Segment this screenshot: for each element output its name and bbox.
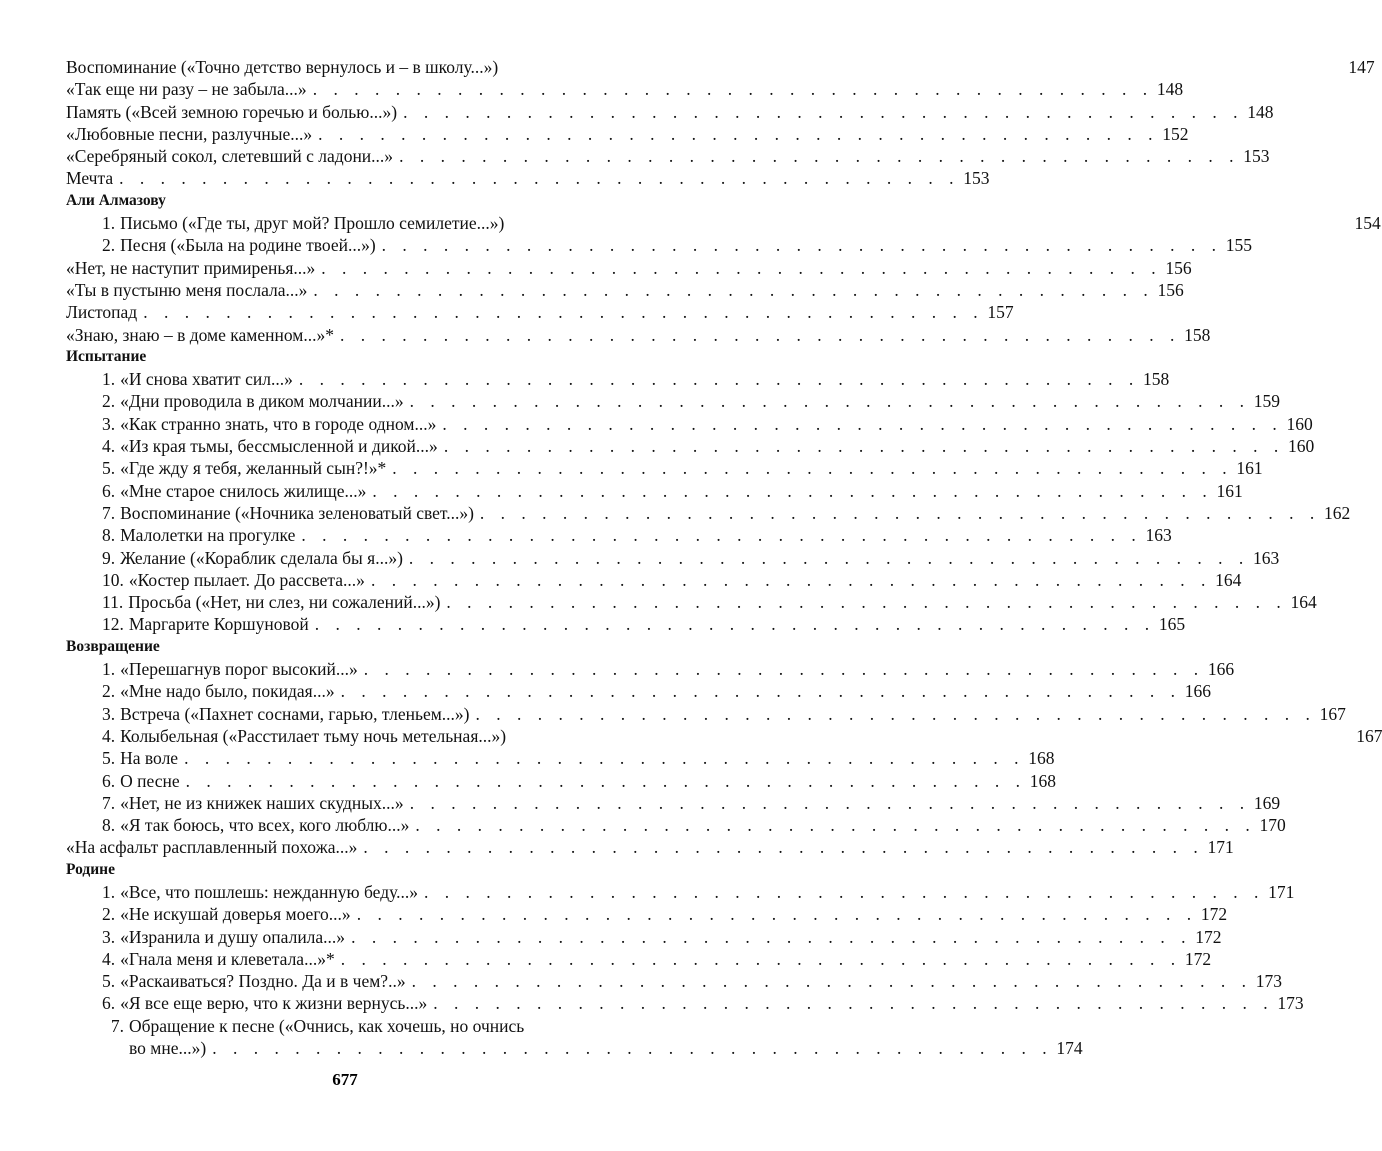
entry-title: «Мне старое снилось жилище...» bbox=[120, 480, 367, 501]
dot-leader bbox=[365, 569, 1211, 591]
entry-page: 164 bbox=[1215, 569, 1242, 590]
dot-leader bbox=[366, 480, 1212, 502]
entry-title: О песне bbox=[120, 770, 180, 791]
entry-page: 161 bbox=[1236, 458, 1263, 479]
toc-entry bbox=[66, 948, 1212, 970]
entry-page: 152 bbox=[1162, 123, 1189, 144]
entry-title: На воле bbox=[120, 748, 179, 769]
dot-leader bbox=[178, 747, 1024, 769]
dot-leader bbox=[386, 457, 1232, 479]
entry-title: «Нет, не из книжек наших скудных...» bbox=[120, 792, 404, 813]
toc-entry bbox=[66, 747, 1055, 769]
entry-title: «Серебряный сокол, слетевший с ладони...» bbox=[66, 146, 394, 167]
entry-page: 156 bbox=[1157, 279, 1184, 300]
toc-entry bbox=[66, 814, 1286, 836]
toc-entry bbox=[66, 145, 1270, 167]
entry-number: 5. bbox=[102, 458, 116, 479]
dot-leader bbox=[376, 234, 1222, 256]
toc-entry bbox=[66, 101, 1274, 123]
page-number: 677 bbox=[332, 1070, 358, 1089]
toc-entry bbox=[66, 881, 1295, 903]
entry-page: 171 bbox=[1268, 881, 1295, 902]
toc-entry bbox=[66, 56, 1375, 78]
dot-leader bbox=[206, 1037, 1052, 1059]
entry-title: «Как странно знать, что в городе одном...» bbox=[120, 413, 437, 434]
entry-title: «Ты в пустыню меня послала...» bbox=[66, 279, 308, 300]
entry-title: «Изранила и душу опалила...» bbox=[120, 926, 346, 947]
dot-leader bbox=[438, 435, 1284, 457]
entry-page: 148 bbox=[1247, 101, 1274, 122]
entry-page: 153 bbox=[963, 168, 990, 189]
entry-page: 160 bbox=[1286, 413, 1313, 434]
entry-title: Память («Всей земною горечью и болью...») bbox=[66, 101, 398, 122]
dot-leader bbox=[474, 502, 1320, 524]
toc-entry bbox=[66, 524, 1172, 546]
entry-page: 163 bbox=[1145, 525, 1172, 546]
entry-page: 160 bbox=[1287, 436, 1315, 457]
section-heading: Испытание bbox=[66, 347, 147, 365]
entry-page: 148 bbox=[1156, 79, 1184, 100]
table-of-contents bbox=[66, 56, 1382, 1059]
entry-title: «Гнала меня и клеветала...»* bbox=[120, 948, 335, 969]
entry-page: 168 bbox=[1029, 770, 1056, 791]
entry-title: Просьба («Нет, ни слез, ни сожалений...») bbox=[128, 592, 441, 613]
toc-entry bbox=[66, 591, 1317, 613]
toc-entry-line bbox=[102, 1037, 1083, 1059]
entry-number: 6. bbox=[102, 993, 116, 1014]
entry-page: 161 bbox=[1216, 480, 1243, 501]
entry-number: 3. bbox=[102, 413, 116, 434]
dot-leader bbox=[293, 368, 1139, 390]
entry-title: Песня («Была на родине твоей...») bbox=[120, 235, 376, 256]
entry-number: 4. bbox=[102, 725, 116, 746]
entry-page: 167 bbox=[1319, 703, 1346, 724]
dot-leader bbox=[436, 413, 1282, 435]
dot-leader bbox=[137, 301, 983, 323]
dot-leader bbox=[307, 78, 1153, 100]
entry-number: 7. bbox=[102, 502, 116, 523]
entry-number: 2. bbox=[102, 235, 116, 256]
entry-title: «Где жду я тебя, желанный сын?!»* bbox=[120, 458, 387, 479]
entry-number: 1. bbox=[102, 659, 116, 680]
entry-number: 3. bbox=[102, 703, 116, 724]
entry-title: Листопад bbox=[66, 302, 138, 323]
toc-entry bbox=[66, 123, 1189, 145]
dot-leader bbox=[357, 836, 1203, 858]
entry-number: 2. bbox=[102, 681, 116, 702]
toc-entry bbox=[66, 903, 1228, 925]
entry-number: 2. bbox=[102, 904, 116, 925]
entry-number: 4. bbox=[102, 436, 116, 457]
dot-leader bbox=[427, 992, 1273, 1014]
toc-entry bbox=[66, 926, 1222, 948]
dot-leader bbox=[345, 926, 1191, 948]
dot-leader bbox=[469, 703, 1315, 725]
toc-entry bbox=[66, 569, 1242, 591]
entry-page: 167 bbox=[1356, 725, 1382, 746]
entry-number: 10. bbox=[102, 569, 124, 590]
dot-leader bbox=[295, 524, 1141, 546]
entry-page: 155 bbox=[1225, 235, 1253, 256]
toc-entry-line bbox=[102, 1015, 626, 1037]
entry-page: 172 bbox=[1195, 926, 1222, 947]
dot-leader bbox=[440, 591, 1286, 613]
entry-title: «Раскаиваться? Поздно. Да и в чем?..» bbox=[120, 971, 406, 992]
entry-title: «Мне надо было, покидая...» bbox=[120, 681, 335, 702]
entry-title: Встреча («Пахнет соснами, гарью, тленьем...») bbox=[120, 703, 470, 724]
entry-title: «Из края тьмы, бессмысленной и дикой...» bbox=[120, 436, 438, 457]
dot-leader bbox=[335, 948, 1181, 970]
entry-title: «На асфальт расплавленный похожа...» bbox=[66, 837, 358, 858]
toc-entry bbox=[66, 1015, 1083, 1060]
dot-leader bbox=[397, 101, 1243, 123]
entry-title: Воспоминание («Точно детство вернулось и – в школу...») bbox=[66, 57, 499, 77]
dot-leader bbox=[309, 613, 1155, 635]
entry-title: «Костер пылает. До рассвета...» bbox=[128, 569, 365, 590]
toc-entry bbox=[66, 257, 1192, 279]
entry-title: «Все, что пошлешь: нежданную беду...» bbox=[120, 881, 418, 902]
toc-entry bbox=[66, 480, 1243, 502]
toc-entry bbox=[66, 547, 1280, 569]
toc-entry bbox=[66, 836, 1234, 858]
entry-number: 9. bbox=[102, 547, 116, 568]
dot-leader bbox=[335, 680, 1181, 702]
entry-title: Малолетки на прогулке bbox=[120, 525, 296, 546]
entry-title: Обращение к песне («Очнись, как хочешь, но очнись bbox=[129, 1015, 525, 1036]
dot-leader bbox=[404, 792, 1250, 814]
entry-page: 172 bbox=[1184, 948, 1212, 969]
entry-title: «Перешагнув порог высокий...» bbox=[120, 659, 358, 680]
entry-number: 6. bbox=[102, 480, 116, 501]
section-heading: Родине bbox=[66, 860, 115, 878]
entry-title: «Я все еще верю, что к жизни вернусь...» bbox=[120, 993, 428, 1014]
dot-leader bbox=[358, 658, 1204, 680]
entry-page: 165 bbox=[1158, 614, 1186, 635]
entry-page: 156 bbox=[1165, 257, 1192, 278]
entry-page: 169 bbox=[1253, 792, 1281, 813]
entry-title-continued: во мне...») bbox=[129, 1038, 207, 1059]
toc-entry bbox=[66, 279, 1184, 301]
toc-entry bbox=[66, 413, 1313, 435]
toc-entry bbox=[66, 78, 1184, 100]
toc-entry bbox=[66, 457, 1263, 479]
entry-number: 7. bbox=[102, 792, 116, 813]
toc-entry bbox=[66, 792, 1281, 814]
entry-page: 174 bbox=[1056, 1038, 1083, 1059]
section-heading: Али Алмазову bbox=[66, 191, 166, 209]
entry-title: Мечта bbox=[66, 168, 114, 189]
entry-page: 173 bbox=[1277, 993, 1304, 1014]
entry-number: 11. bbox=[102, 592, 124, 613]
entry-number: 6. bbox=[102, 770, 116, 791]
toc-entry bbox=[66, 167, 990, 189]
entry-page: 168 bbox=[1028, 748, 1055, 769]
entry-page: 173 bbox=[1255, 971, 1282, 992]
dot-leader bbox=[334, 324, 1180, 346]
entry-page: 164 bbox=[1290, 592, 1317, 613]
entry-title: Желание («Кораблик сделала бы я...») bbox=[120, 547, 403, 568]
dot-leader bbox=[406, 970, 1252, 992]
entry-page: 159 bbox=[1253, 391, 1280, 412]
toc-entry bbox=[66, 970, 1282, 992]
entry-page: 153 bbox=[1243, 146, 1270, 167]
dot-leader bbox=[180, 770, 1026, 792]
toc-entry bbox=[66, 680, 1211, 702]
section-heading: Возвращение bbox=[66, 637, 160, 655]
toc-entry bbox=[66, 658, 1235, 680]
entry-title: Воспоминание («Ночника зеленоватый свет...») bbox=[120, 502, 474, 523]
entry-number: 12. bbox=[102, 614, 124, 635]
toc-entry bbox=[66, 390, 1280, 412]
toc-entry bbox=[66, 725, 1382, 747]
dot-leader bbox=[403, 547, 1249, 569]
entry-page: 170 bbox=[1259, 815, 1286, 836]
entry-title: «Любовные песни, разлучные...» bbox=[66, 123, 313, 144]
toc-entry bbox=[66, 435, 1315, 457]
entry-title: Маргарите Коршуновой bbox=[128, 614, 309, 635]
dot-leader bbox=[409, 814, 1255, 836]
dot-leader bbox=[312, 123, 1158, 145]
entry-number: 4. bbox=[102, 948, 116, 969]
toc-entry bbox=[66, 234, 1253, 256]
entry-title: Колыбельная («Расстилает тьму ночь метельная...») bbox=[120, 725, 507, 746]
entry-page: 158 bbox=[1184, 324, 1211, 345]
entry-title: «Дни проводила в диком молчании...» bbox=[120, 391, 404, 412]
dot-leader bbox=[307, 279, 1153, 301]
entry-page: 157 bbox=[987, 302, 1014, 323]
entry-number: 3. bbox=[102, 926, 116, 947]
entry-number: 5. bbox=[102, 971, 116, 992]
entry-page: 166 bbox=[1184, 681, 1211, 702]
entry-page: 162 bbox=[1324, 502, 1351, 523]
entry-title: «Знаю, знаю – в доме каменном...»* bbox=[66, 324, 334, 345]
entry-page: 171 bbox=[1207, 837, 1234, 858]
entry-page: 163 bbox=[1253, 547, 1280, 568]
entry-page: 172 bbox=[1200, 904, 1228, 925]
dot-leader bbox=[404, 390, 1250, 412]
toc-entry bbox=[66, 613, 1186, 635]
toc-entry bbox=[66, 368, 1170, 390]
dot-leader bbox=[315, 257, 1161, 279]
toc-entry bbox=[66, 502, 1351, 524]
entry-title: Письмо («Где ты, друг мой? Прошло семилетие...») bbox=[120, 213, 505, 234]
entry-number: 8. bbox=[102, 525, 116, 546]
dot-leader bbox=[393, 145, 1239, 167]
entry-number: 1. bbox=[102, 213, 116, 234]
entry-number: 2. bbox=[102, 391, 116, 412]
entry-page: 158 bbox=[1142, 369, 1170, 390]
entry-title: «Нет, не наступит примиренья...» bbox=[66, 257, 316, 278]
entry-number: 8. bbox=[102, 815, 116, 836]
entry-number: 1. bbox=[102, 881, 116, 902]
entry-page: 147 bbox=[1348, 57, 1375, 77]
dot-leader bbox=[113, 167, 959, 189]
entry-page: 154 bbox=[1354, 213, 1381, 234]
entry-page: 166 bbox=[1207, 659, 1235, 680]
dot-leader bbox=[418, 881, 1264, 903]
entry-title: «Я так боюсь, что всех, кого люблю...» bbox=[120, 815, 410, 836]
toc-entry bbox=[66, 301, 1014, 323]
entry-number: 1. bbox=[102, 369, 116, 390]
entry-title: «Не искушай доверья моего...» bbox=[120, 904, 351, 925]
entry-number: 7. bbox=[110, 1015, 124, 1036]
toc-entry bbox=[66, 703, 1346, 725]
dot-leader bbox=[351, 903, 1197, 925]
entry-title: «Так еще ни разу – не забыла...» bbox=[66, 79, 307, 100]
toc-entry bbox=[66, 992, 1304, 1014]
entry-title: «И снова хватит сил...» bbox=[120, 369, 293, 390]
toc-entry bbox=[66, 770, 1056, 792]
toc-entry bbox=[66, 324, 1211, 346]
entry-number: 5. bbox=[102, 748, 116, 769]
toc-entry bbox=[66, 212, 1381, 234]
